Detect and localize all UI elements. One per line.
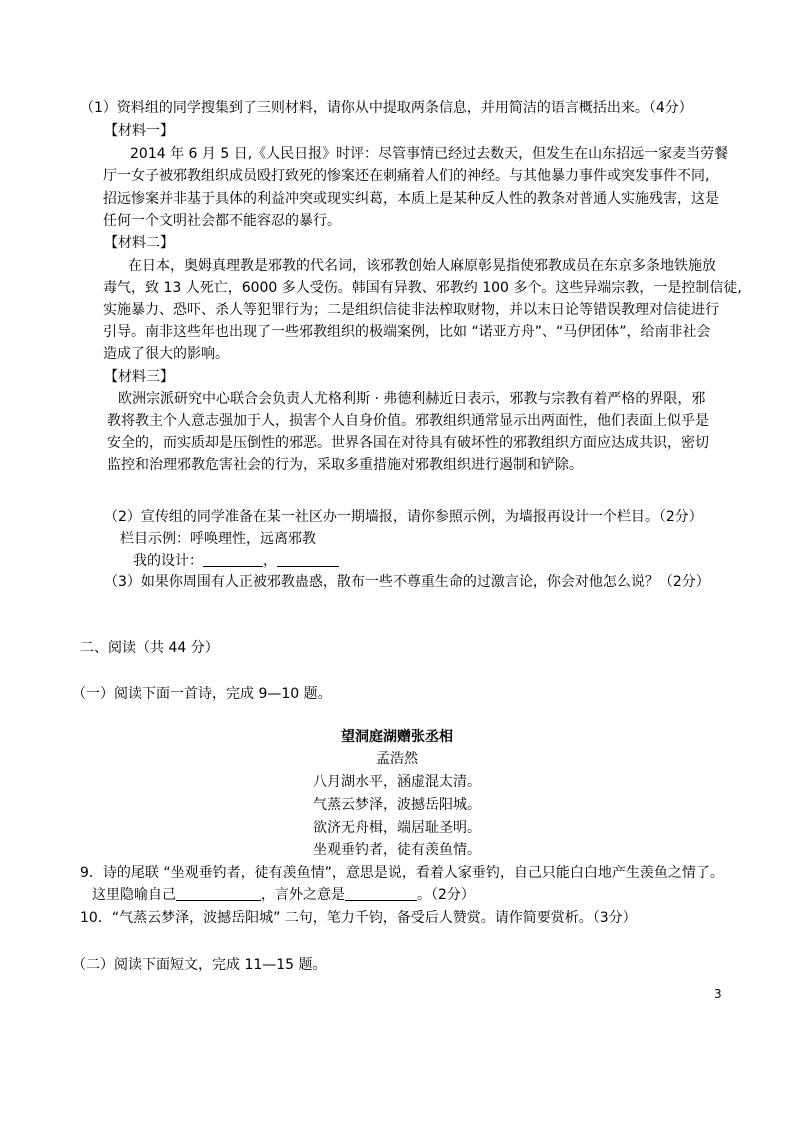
q2-design-label: 我的设计： [133, 553, 203, 569]
q9-part-b: ，言外之意是 [261, 887, 345, 903]
material-2-line: 实施暴力、恐吓、杀人等犯罪行为；二是组织信徒非法榨取财物，并以末日论等错误教理对信徒进行 [103, 302, 719, 318]
material-1-line: 厅一女子被邪教组织成员殴打致死的惨案还在刺痛着人们的神经。与其他暴力事件或突发事件不同, [103, 168, 710, 184]
q10-text: 10．“气蒸云梦泽，波撼岳阳城” 二句，笔力千钧，备受后人赞赏。请作简要赏析。（3分） [80, 910, 637, 926]
poem-author: 孟浩然 [376, 751, 418, 767]
q2-answer-blank-2[interactable] [277, 552, 339, 567]
material-2-line: 造成了很大的影响。 [103, 346, 229, 362]
page-number: 3 [714, 987, 722, 1001]
poem-line: 欲济无舟楫，端居耻圣明。 [313, 820, 481, 836]
material-3-line: 监控和治理邪教危害社会的行为，采取多重措施对邪教组织进行遏制和铲除。 [107, 457, 583, 473]
poem-title: 望洞庭湖赠张丞相 [341, 729, 453, 745]
material-1-line: 任何一个文明社会都不能容忍的暴行。 [103, 213, 341, 229]
material-1-line: 2014 年 6 月 5 日,《人民日报》时评：尽管事情已经过去数天，但发生在山东招远一家麦当劳餐 [130, 146, 729, 162]
material-3-line: 安全的，而实质却是压倒性的邪恶。世界各国在对待具有破坏性的邪教组织方面应达成共识，密切 [107, 435, 709, 451]
material-3-line: 欧洲宗派研究中心联合会负责人尤格利斯 · 弗德利赫近日表示，邪教与宗教有着严格的界限，邪 [118, 391, 706, 407]
q9-fill [92, 885, 475, 905]
q2-prompt: （2）宣传组的同学准备在某一社区办一期墙报，请你参照示例，为墙报再设计一个栏目。（2分） [104, 509, 703, 525]
q9-answer-blank-2[interactable] [345, 886, 417, 901]
poem-line: 坐观垂钓者，徒有羡鱼情。 [313, 842, 481, 858]
q9-part-a: 这里隐喻自己 [92, 887, 176, 903]
part-2-intro: （二）阅读下面短文，完成 11—15 题。 [72, 957, 327, 973]
material-3-line: 教将教主个人意志强加于人，损害个人自身价值。邪教组织通常显示出两面性，他们表面上似乎是 [107, 413, 709, 429]
q3-prompt: （3）如果你周围有人正被邪教蛊惑，散布一些不尊重生命的过激言论，你会对他怎么说？（2分） [104, 574, 710, 590]
material-2-line: 引导。南非这些年也出现了一些邪教组织的极端案例，比如 “诺亚方舟”、“马伊团体”，给南非社会 [103, 324, 711, 340]
part-1-intro: （一）阅读下面一首诗，完成 9—10 题。 [72, 686, 332, 702]
q2-answer-blank-1[interactable] [203, 552, 263, 567]
q9-part-c: 。（2分） [417, 887, 475, 903]
q2-design [133, 551, 339, 571]
material-1-line: 招远惨案并非基于具体的利益冲突或现实纠葛，本质上是某种反人性的教条对普通人实施残害，这是 [103, 191, 719, 207]
q2-comma: ， [263, 553, 277, 569]
material-2-heading: 【材料二】 [104, 235, 174, 251]
material-2-line: 毒气，致 13 人死亡，6000 多人受伤。韩国有异教、邪教约 100 多个。这些异端宗教，一是控制信徒, [103, 280, 742, 296]
poem-line: 气蒸云梦泽，波撼岳阳城。 [313, 797, 481, 813]
material-2-line: 在日本，奥姆真理教是邪教的代名词，该邪教创始人麻原彰晃指使邪教成员在东京多条地铁施放 [128, 258, 716, 274]
section-2-title: 二、阅读（共 44 分） [80, 640, 219, 656]
material-1-heading: 【材料一】 [104, 123, 174, 139]
q9-text: 9．诗的尾联 “坐观垂钓者，徒有羡鱼情”，意思是说，看着人家垂钓，自己只能白白地产生羡鱼之情了。 [80, 865, 724, 881]
q9-answer-blank-1[interactable] [176, 886, 261, 901]
q1-prompt: （1）资料组的同学搜集到了三则材料，请你从中提取两条信息，并用简洁的语言概括出来。（4分） [80, 100, 693, 116]
poem-line: 八月湖水平，涵虚混太清。 [313, 774, 481, 790]
material-3-heading: 【材料三】 [104, 369, 174, 385]
q2-example: 栏目示例：呼唤理性，远离邪教 [120, 531, 316, 547]
